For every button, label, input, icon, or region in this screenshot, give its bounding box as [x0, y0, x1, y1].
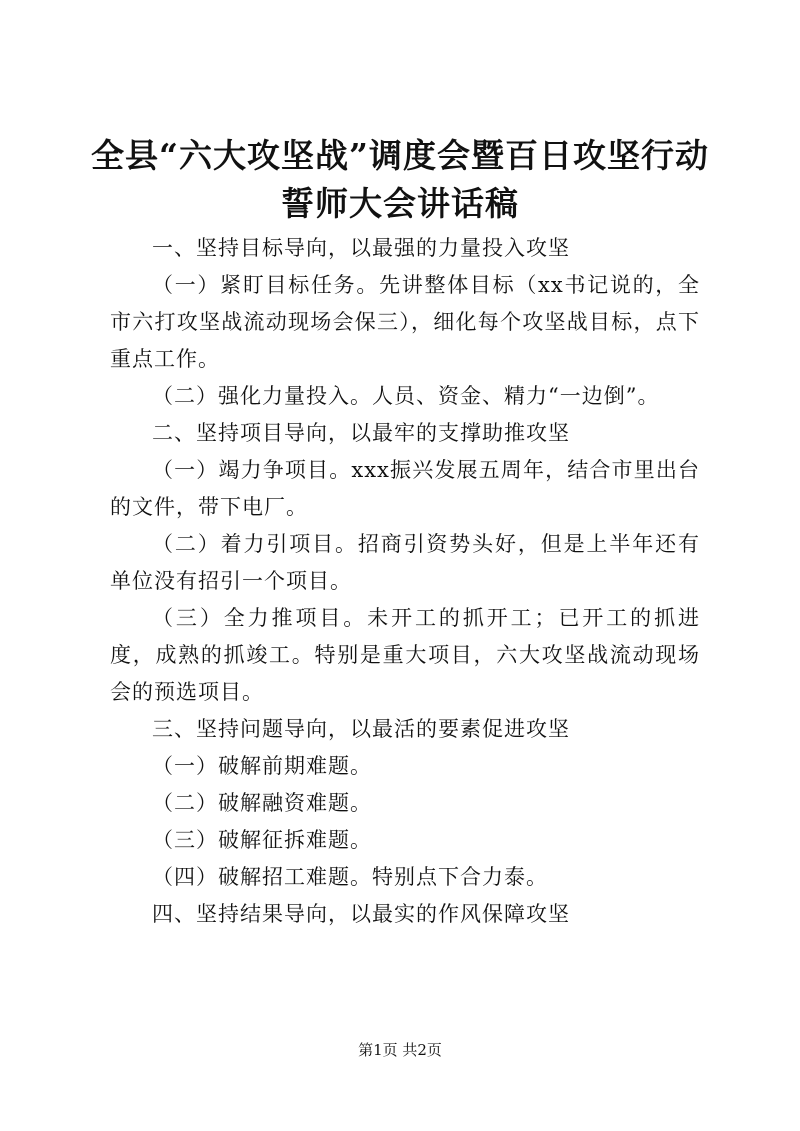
paragraph: （二）着力引项目。招商引资势头好，但是上半年还有单位没有招引一个项目。: [110, 532, 700, 593]
paragraph: （一）竭力争项目。xxx振兴发展五周年，结合市里出台的文件，带下电厂。: [110, 458, 700, 519]
document-title: 全县“六大攻坚战”调度会暨百日攻坚行动誓师大会讲话稿: [91, 136, 709, 223]
paragraph: （二）强化力量投入。人员、资金、精力“一边倒”。: [152, 384, 660, 408]
paragraph: （四）破解招工难题。特别点下合力泰。: [152, 865, 548, 889]
paragraph: （一）紧盯目标任务。先讲整体目标（xx书记说的，全市六打攻坚战流动现场会保三），细化每个攻坚战目标，点下重点工作。: [110, 273, 700, 371]
heading-4: 四、坚持结果导向，以最实的作风保障攻坚: [152, 902, 570, 926]
heading-2: 二、坚持项目导向，以最牢的支撑助推攻坚: [152, 421, 570, 445]
page-footer: 第1页 共2页: [358, 1041, 442, 1059]
heading-3: 三、坚持问题导向，以最活的要素促进攻坚: [152, 717, 570, 741]
heading-1: 一、坚持目标导向，以最强的力量投入攻坚: [152, 236, 570, 260]
document-body: [110, 230, 700, 933]
paragraph: （一）破解前期难题。: [152, 754, 372, 778]
paragraph: （三）全力推项目。未开工的抓开工；已开工的抓进度，成熟的抓竣工。特别是重大项目，六大攻坚战流动现场会的预选项目。: [110, 606, 700, 704]
paragraph: （二）破解融资难题。: [152, 791, 372, 815]
paragraph: （三）破解征拆难题。: [152, 828, 372, 852]
